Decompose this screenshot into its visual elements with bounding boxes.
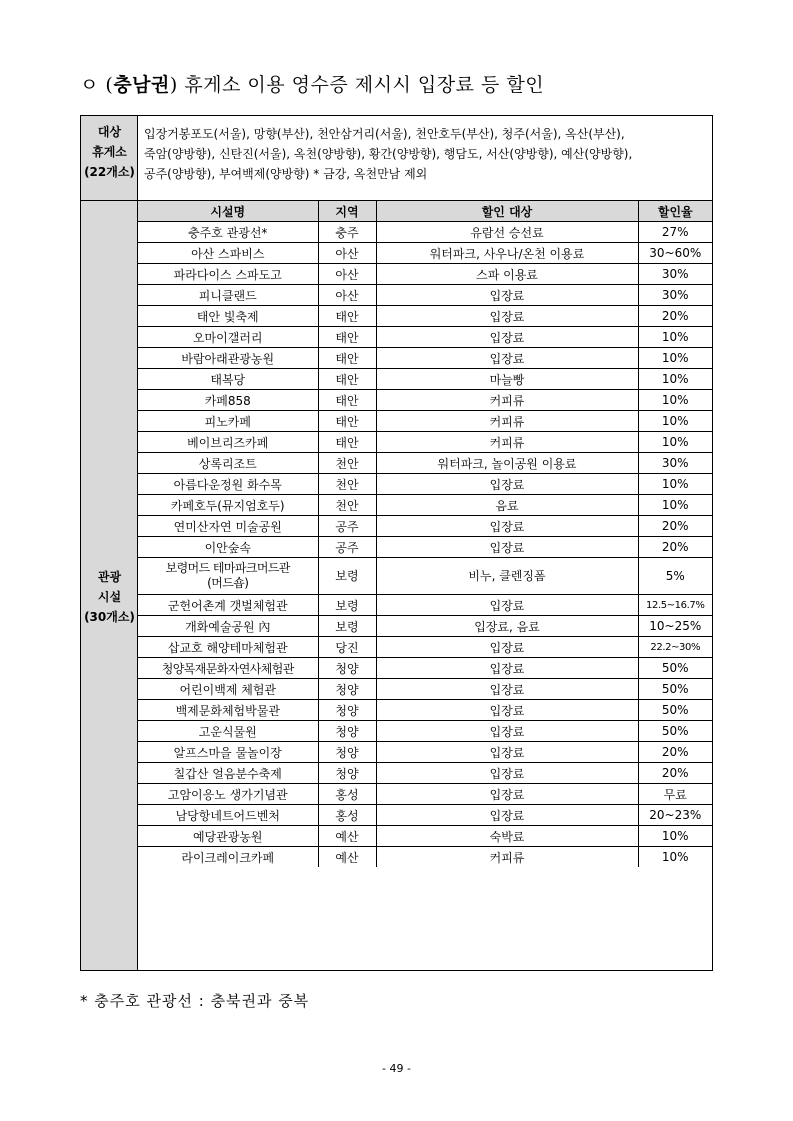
discount-target: 입장료 [376,474,638,495]
page-number: - 49 - [382,1062,411,1075]
discount-target: 입장료 [376,679,638,700]
facility-region: 공주 [318,516,376,537]
discount-target: 입장료 [376,700,638,721]
facility-name: 오마이갤러리 [138,327,318,348]
discount-rate: 10% [638,348,712,369]
service-area-line: 입장거봉포도(서울), 망향(부산), 천안삼거리(서울), 천안호두(부산), 청주(서울), 옥산(부산), [144,127,625,141]
facility-region: 태안 [318,369,376,390]
discount-target: 입장료 [376,805,638,826]
discount-target: 입장료 [376,742,638,763]
facility-region: 보령 [318,558,376,595]
discount-rate: 10% [638,826,712,847]
facility-region: 태안 [318,327,376,348]
facility-name: 태안 빛축제 [138,306,318,327]
discount-target: 음료 [376,495,638,516]
facility-name: 예당관광농원 [138,826,318,847]
facility-name: 태복당 [138,369,318,390]
service-area-line: 죽암(양방향), 신탄진(서울), 옥천(양방향), 황간(양방향), 행담도, 서산(양방향), 예산(양방향), [144,147,633,161]
discount-target: 입장료 [376,537,638,558]
facility-name: 고운식물원 [138,721,318,742]
facility-region: 청양 [318,721,376,742]
discount-rate: 20% [638,306,712,327]
discount-rate: 무료 [638,784,712,805]
discount-rate: 20% [638,516,712,537]
facility-name: 고암이응노 생가기념관 [138,784,318,805]
facility-name: 아름다운정원 화수목 [138,474,318,495]
facility-region: 당진 [318,637,376,658]
facility-region: 청양 [318,742,376,763]
table-row [138,264,712,285]
table-row [138,742,712,763]
page-heading [80,70,544,97]
facility-region: 천안 [318,453,376,474]
discount-target: 마늘빵 [376,369,638,390]
facility-name: 알프스마을 물놀이장 [138,742,318,763]
facility-name: 라이크레이크카페 [138,847,318,868]
heading-text: ) 휴게소 이용 영수증 제시시 입장료 등 할인 [169,74,545,96]
facility-region: 아산 [318,285,376,306]
discount-target: 입장료 [376,721,638,742]
facility-region: 청양 [318,658,376,679]
table-row [138,516,712,537]
discount-rate: 10% [638,847,712,868]
discount-target: 워터파크, 놀이공원 이용료 [376,453,638,474]
discount-target: 입장료, 음료 [376,616,638,637]
facility-region: 태안 [318,306,376,327]
facilities-table [138,201,712,867]
discount-rate: 50% [638,658,712,679]
discount-target: 입장료 [376,763,638,784]
facility-region: 청양 [318,679,376,700]
discount-rate: 20% [638,537,712,558]
facility-region: 천안 [318,474,376,495]
table-row [138,658,712,679]
facility-region: 홍성 [318,784,376,805]
table-row [138,763,712,784]
facility-region: 태안 [318,411,376,432]
service-area-list [144,124,714,184]
discount-target: 커피류 [376,432,638,453]
facility-name: 피노카페 [138,411,318,432]
facility-name: 카페호두(뮤지엄호두) [138,495,318,516]
discount-rate: 10% [638,495,712,516]
facility-region: 보령 [318,595,376,616]
facility-name: 삽교호 해양테마체험관 [138,637,318,658]
discount-rate: 10% [638,474,712,495]
discount-rate: 20% [638,763,712,784]
discount-rate: 20% [638,742,712,763]
facility-name: 파라다이스 스파도고 [138,264,318,285]
discount-rate: 30% [638,453,712,474]
table-row [138,453,712,474]
facility-region: 청양 [318,763,376,784]
col-header-target: 할인 대상 [376,201,638,222]
facility-name: 카페858 [138,390,318,411]
table-row [138,595,712,616]
facility-name: 충주호 관광선* [138,222,318,243]
discount-target: 입장료 [376,637,638,658]
facility-name: 칠갑산 얼음분수축제 [138,763,318,784]
facility-name: 남당항네트어드벤처 [138,805,318,826]
facility-name: 피니클랜드 [138,285,318,306]
table-row [138,700,712,721]
facility-region: 충주 [318,222,376,243]
discount-rate: 50% [638,721,712,742]
facility-region: 보령 [318,616,376,637]
discount-target: 입장료 [376,516,638,537]
facility-region: 태안 [318,432,376,453]
table-row [138,432,712,453]
facility-name: 바람아래관광농원 [138,348,318,369]
discount-target: 커피류 [376,411,638,432]
facility-name: 백제문화체험박물관 [138,700,318,721]
heading-region: 충남권 [113,74,170,96]
discount-target: 입장료 [376,658,638,679]
table-row [138,784,712,805]
facility-name: 군헌어촌계 갯벌체험관 [138,595,318,616]
facility-region: 아산 [318,264,376,285]
table-row [138,495,712,516]
discount-rate: 12.5~16.7% [638,595,712,616]
facility-name: 어린이백제 체험관 [138,679,318,700]
table-row [138,243,712,264]
discount-target: 유람선 승선료 [376,222,638,243]
facility-region: 예산 [318,847,376,868]
discount-target: 워터파크, 사우나/온천 이용료 [376,243,638,264]
discount-target: 비누, 클렌징폼 [376,558,638,595]
table-row [138,616,712,637]
discount-rate: 10% [638,411,712,432]
discount-rate: 30~60% [638,243,712,264]
facility-name: 아산 스파비스 [138,243,318,264]
col-header-rate: 할인율 [638,201,712,222]
discount-target: 커피류 [376,847,638,868]
facility-name: 청양목재문화자연사체험관 [138,658,318,679]
discount-rate: 27% [638,222,712,243]
discount-target: 입장료 [376,285,638,306]
table-row [138,222,712,243]
table-row [138,558,712,595]
discount-rate: 10% [638,432,712,453]
discount-rate: 30% [638,285,712,306]
discount-table-frame [80,115,713,971]
discount-rate: 10% [638,369,712,390]
discount-rate: 5% [638,558,712,595]
table-row [138,474,712,495]
service-area-line: 공주(양방향), 부여백제(양방향) * 금강, 옥천만남 제외 [144,167,428,181]
table-row [138,721,712,742]
facility-region: 청양 [318,700,376,721]
table-row [138,390,712,411]
table-row [138,327,712,348]
table-row [138,369,712,390]
facility-name: 이안숲속 [138,537,318,558]
facility-region: 천안 [318,495,376,516]
facilities-label: 관광 시설 (30개소) [84,570,135,624]
discount-rate: 10% [638,327,712,348]
facility-region: 태안 [318,390,376,411]
footnote: * 충주호 관광선 : 충북권과 중복 [80,992,310,1010]
table-row [138,306,712,327]
discount-target: 입장료 [376,595,638,616]
facility-region: 홍성 [318,805,376,826]
category-column [81,116,138,970]
facility-region: 태안 [318,348,376,369]
table-row [138,826,712,847]
discount-rate: 10% [638,390,712,411]
facility-name: 보령머드 테마파크머드관 (머드숍) [138,558,318,595]
facility-name: 베이브리즈카페 [138,432,318,453]
discount-target: 입장료 [376,306,638,327]
facility-region: 예산 [318,826,376,847]
discount-rate: 30% [638,264,712,285]
discount-target: 숙박료 [376,826,638,847]
discount-rate: 50% [638,700,712,721]
table-row [138,637,712,658]
service-area-label: 대상 휴게소 (22개소) [84,125,135,179]
discount-rate: 22.2~30% [638,637,712,658]
table-row [138,348,712,369]
heading-prefix: ㅇ ( [80,74,114,96]
table-row [138,679,712,700]
col-header-region: 지역 [318,201,376,222]
discount-rate: 50% [638,679,712,700]
discount-rate: 10~25% [638,616,712,637]
table-header-row [138,201,712,222]
facility-name: 상록리조트 [138,453,318,474]
facility-region: 공주 [318,537,376,558]
col-header-facility: 시설명 [138,201,318,222]
table-row [138,537,712,558]
discount-rate: 20~23% [638,805,712,826]
facility-name: 연미산자연 미술공원 [138,516,318,537]
discount-target: 커피류 [376,390,638,411]
table-row [138,411,712,432]
table-row [138,805,712,826]
discount-target: 입장료 [376,327,638,348]
discount-target: 입장료 [376,784,638,805]
facility-name: 개화예술공원 內 [138,616,318,637]
table-row [138,285,712,306]
discount-target: 입장료 [376,348,638,369]
table-row [138,847,712,868]
discount-target: 스파 이용료 [376,264,638,285]
facility-region: 아산 [318,243,376,264]
